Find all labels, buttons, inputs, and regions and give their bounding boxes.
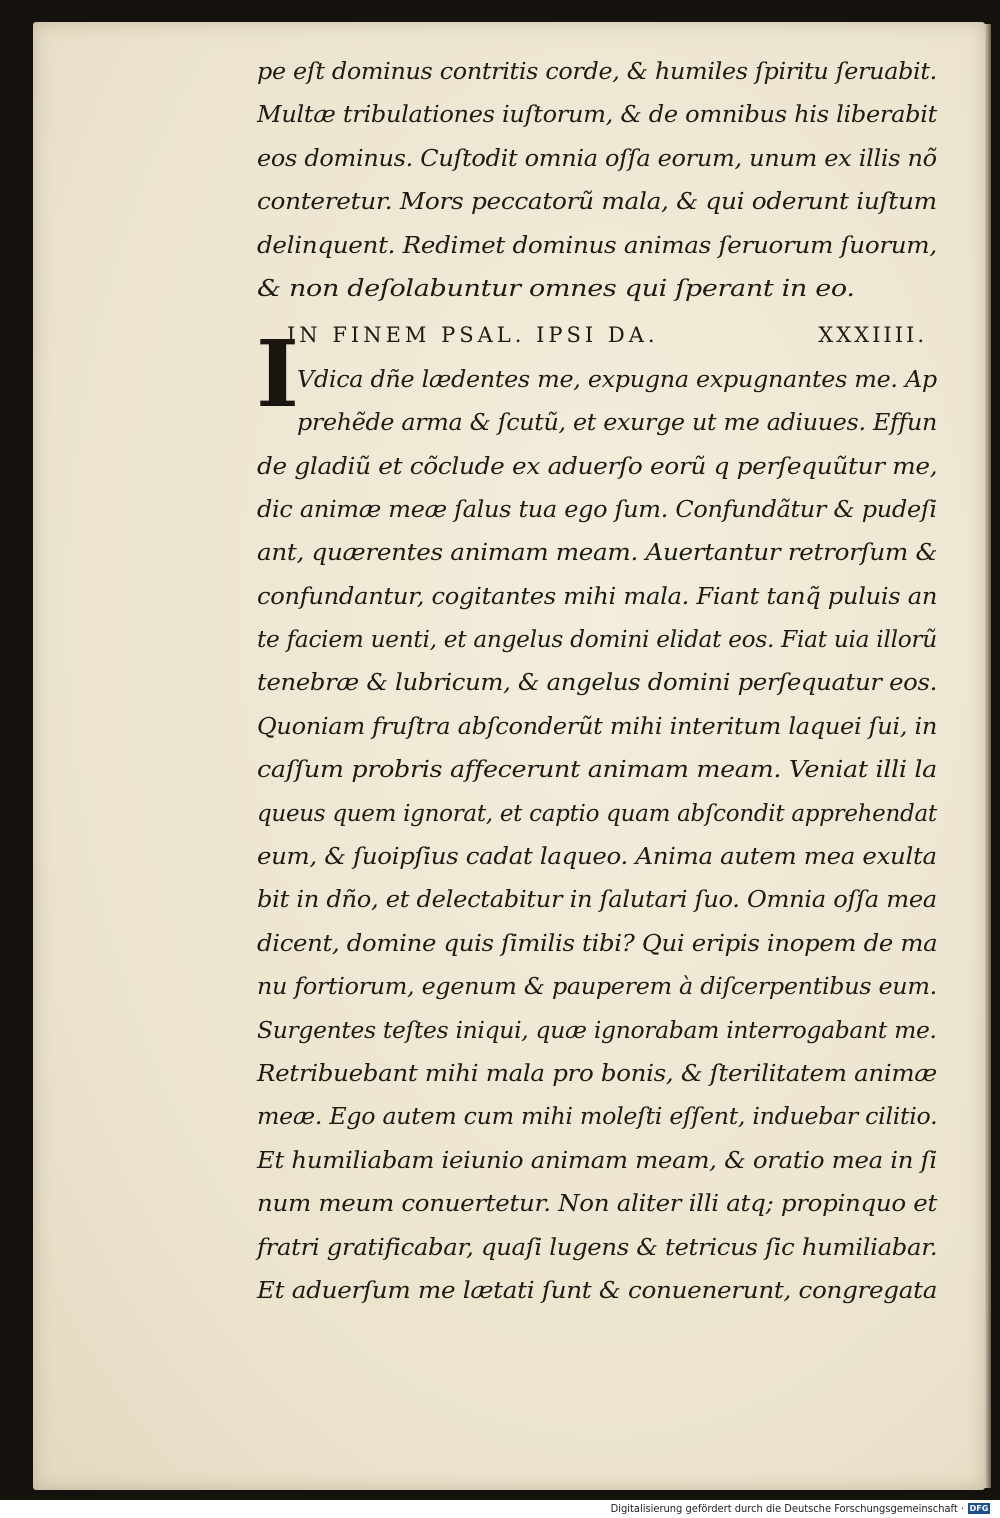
text-line: nu fortiorum, egenum & pauperem à diſcerpentibus eum. bbox=[257, 972, 937, 1001]
text-line: Quoniam fruſtra abſconderũt mihi interitum laquei ſui, in bbox=[257, 711, 938, 740]
text-line: Vdica dñe lædentes me, expugna expugnantes me. Ap bbox=[297, 364, 937, 393]
psalm-heading-title: IN FINEM PSAL. IPSI DA. bbox=[287, 323, 659, 348]
page-text bbox=[257, 50, 937, 1312]
text-line: Surgentes teſtes iniqui, quæ ignorabam interrogabant me. bbox=[257, 1015, 937, 1044]
text-line: Multæ tribulationes iuſtorum, & de omnibus his liberabit bbox=[257, 100, 937, 129]
text-line: eos dominus. Cuſtodit omnia oſſa eorum, unum ex illis nõ bbox=[257, 143, 937, 172]
psalm-number: XXXIIII. bbox=[818, 323, 927, 348]
text-line: bit in dño, et delectabitur in ſalutari ſuo. Omnia oſſa mea bbox=[257, 885, 937, 914]
text-line: caſſum probris affecerunt animam meam. Veniat illi la bbox=[257, 755, 937, 784]
text-line: fratri gratificabar, quaſi lugens & tetricus ſic humiliabar. bbox=[257, 1232, 938, 1261]
text-line: Retribuebant mihi mala pro bonis, & ſterilitatem animæ bbox=[257, 1058, 937, 1087]
text-line: conteretur. Mors peccatorũ mala, & qui oderunt iuſtum bbox=[257, 187, 937, 216]
text-line: delinquent. Redimet dominus animas ſeruorum ſuorum, bbox=[257, 230, 937, 259]
text-line: tenebræ & lubricum, & angelus domini perſequatur eos. bbox=[257, 668, 938, 697]
drop-cap-initial: I bbox=[256, 320, 300, 428]
text-line: & non deſolabuntur omnes qui ſperant in eo. bbox=[257, 273, 855, 302]
text-line: dic animæ meæ ſalus tua ego ſum. Confundãtur & pudeſi bbox=[257, 494, 937, 523]
text-line: eum, & ſuoipſius cadat laqueo. Anima autem mea exulta bbox=[257, 842, 937, 871]
dfg-logo: DFG bbox=[969, 1504, 989, 1513]
text-line: de gladiũ et cõclude ex aduerſo eorũ q perſequũtur me, bbox=[257, 451, 938, 480]
funding-credit: Digitalisierung gefördert durch die Deutsche Forschungsgemeinschaft · bbox=[610, 1502, 964, 1515]
text-line: num meum conuertetur. Non aliter illi atq; propinquo et bbox=[257, 1189, 937, 1218]
text-line: queus quem ignorat, et captio quam abſcondit apprehendat bbox=[257, 798, 937, 827]
text-line: dicent, domine quis ſimilis tibi? Qui eripis inopem de ma bbox=[257, 928, 938, 957]
text-line: pe eſt dominus contritis corde, & humiles ſpiritu ſeruabit. bbox=[257, 57, 937, 85]
text-line: prehẽde arma & ſcutũ, et exurge ut me adiuues. Effun bbox=[297, 408, 937, 437]
text-line: te faciem uenti, et angelus domini elidat eos. Fiat uia illorũ bbox=[257, 625, 937, 654]
text-line: ant, quærentes animam meam. Auertantur retrorſum & bbox=[257, 538, 938, 567]
text-line: confundantur, cogitantes mihi mala. Fiant tanq̃ puluis an bbox=[257, 581, 938, 610]
page-edge bbox=[985, 24, 991, 1488]
text-line: Et aduerſum me lætati ſunt & conuenerunt, congregata bbox=[257, 1275, 938, 1304]
text-line: meæ. Ego autem cum mihi moleſti eſſent, induebar cilitio. bbox=[257, 1102, 938, 1131]
psalm-heading bbox=[257, 314, 937, 357]
text-line: Et humiliabam ieiunio animam meam, & oratio mea in ſi bbox=[257, 1145, 937, 1174]
